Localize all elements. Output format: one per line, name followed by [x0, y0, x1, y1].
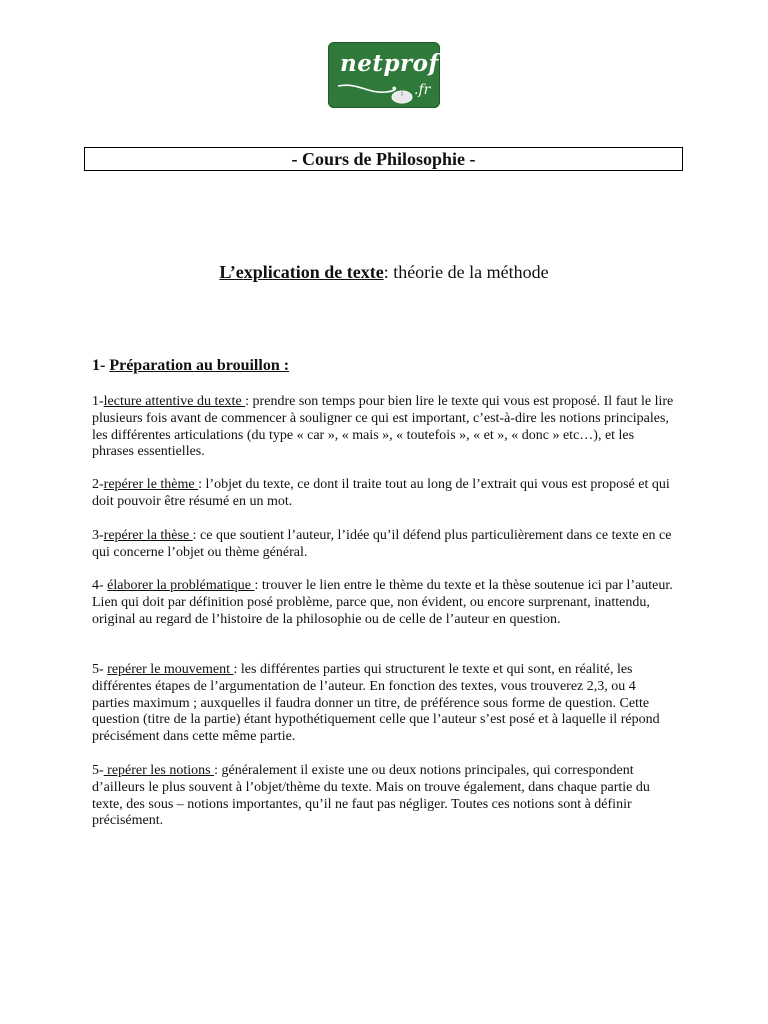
- netprof-logo: [328, 42, 440, 108]
- paragraph-text: : l’objet du texte, ce dont il traite tout au long de l’extrait qui vous est proposé et qui doit pouvoir être résumé en un mot.: [92, 477, 670, 509]
- paragraph-term: repérer le thème: [103, 477, 199, 492]
- paragraph-prefix: 5-: [92, 662, 108, 677]
- paragraph-term: repérer la thèse: [103, 528, 193, 543]
- paragraph-text: : prendre son temps pour bien lire le texte qui vous est proposé. Il faut le lire plusieurs fois avant de commencer à souligner ce qui est important, c’est-à-dire les notions principales, les différentes articulations (du type « car », « mais », « toutefois », « et », « donc » etc…), et les phrases essentielles.: [92, 394, 674, 460]
- section-title: Préparation au brouillon :: [109, 357, 290, 374]
- paragraph-text: : ce que soutient l’auteur, l’idée qu’il défend plus particulièrement dans ce texte en ce qui concerne l’objet ou thème général.: [92, 528, 672, 560]
- paragraph-theme: [92, 477, 674, 511]
- section-heading: [92, 357, 289, 375]
- paragraph-text: : les différentes parties qui structurent le texte et qui sont, en réalité, les différentes étapes de l’argumentation de l’auteur. En fonction des textes, vous trouverez 2,3, ou 4 parties maximum ; auxquelles il faudra donner un titre, de préférence sous forme de question. Cette question (titre de la partie) étant hypothétiquement celle que l’auteur s’est posé et à laquelle il répond précisément dans cette même partie.: [92, 662, 660, 745]
- paragraph-term: élaborer la problématique: [107, 578, 255, 593]
- paragraph-text: : trouver le lien entre le thème du texte et la thèse soutenue ici par l’auteur. Lien qui doit par définition posé problème, parce que, non évident, ou encore surprenant, inattendu, original au regard de l’histoire de la philosophie ou de celle de l’auteur en question.: [92, 578, 673, 627]
- course-header: - Cours de Philosophie -: [84, 147, 683, 171]
- paragraph-term: repérer le mouvement: [107, 662, 234, 677]
- paragraph-prefix: 1-: [92, 394, 104, 409]
- paragraph-prefix: 4-: [92, 578, 108, 593]
- document-title-rest: : théorie de la méthode: [383, 262, 549, 282]
- paragraph-text: : généralement il existe une ou deux notions principales, qui correspondent d’ailleurs le plus souvent à l’objet/thème du texte. Mais on trouve également, dans chaque partie du texte, des sous – notions importantes, qu’il ne faut pas négliger. Toutes ces notions sont à définir précisément.: [92, 763, 650, 829]
- paragraph-term: lecture attentive du texte: [103, 394, 246, 409]
- document-title: [0, 262, 768, 283]
- paragraph-notions: [92, 763, 674, 830]
- paragraph-problematique: [92, 578, 674, 628]
- paragraph-term: repérer les notions: [103, 763, 215, 778]
- logo-suffix: .fr: [414, 82, 431, 98]
- paragraph-prefix: 2-: [92, 477, 104, 492]
- logo-name: netprof: [340, 50, 439, 77]
- section-number: 1-: [92, 357, 106, 374]
- paragraph-lecture: [92, 394, 674, 461]
- paragraph-prefix: 3-: [92, 528, 104, 543]
- paragraph-prefix: 5-: [92, 763, 104, 778]
- paragraph-mouvement: [92, 662, 674, 746]
- paragraph-these: [92, 528, 674, 562]
- document-title-main: L’explication de texte: [219, 262, 384, 282]
